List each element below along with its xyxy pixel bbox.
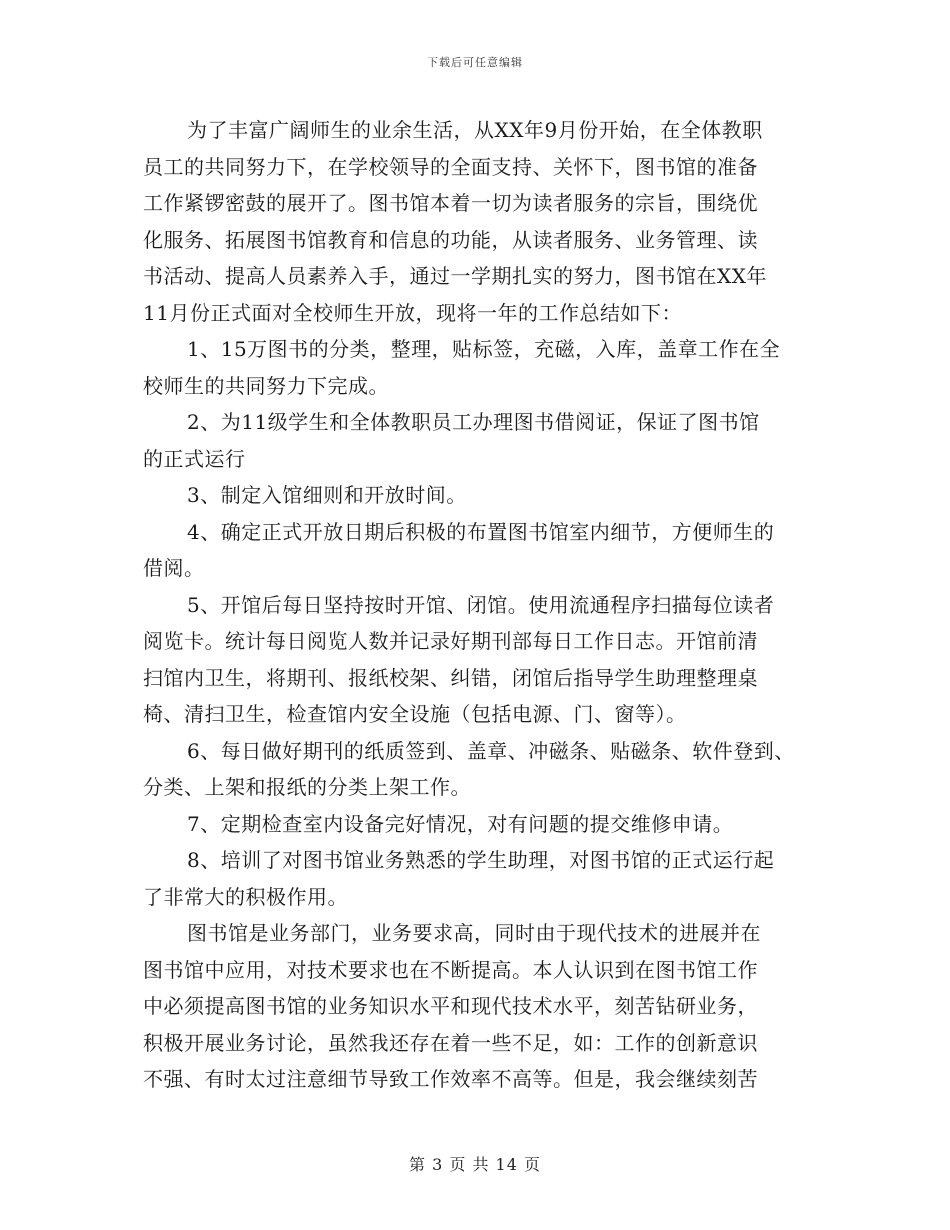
list-item-line: 的正式运行: [143, 446, 246, 471]
list-item-line: 扫馆内卫生，将期刊、报纸校架、纠错，闭馆后指导学生助理整理桌: [143, 665, 758, 690]
paragraph-line: 员工的共同努力下，在学校领导的全面支持、关怀下，图书馆的准备: [143, 154, 758, 179]
list-item-line: 了非常大的积极作用。: [143, 884, 348, 909]
list-item-line: 阅览卡。统计每日阅览人数并记录好期刊部每日工作日志。开馆前清: [143, 629, 758, 653]
list-item-line: 借阅。: [143, 556, 205, 580]
list-item-line: 校师生的共同努力下完成。: [143, 373, 389, 398]
paragraph-line: 书活动、提高人员素养入手，通过一学期扎实的努力，图书馆在XX年: [143, 264, 767, 288]
paragraph-line: 11月份正式面对全校师生开放，现将一年的工作总结如下：: [143, 300, 682, 325]
paragraph-line: 化服务、拓展图书馆教育和信息的功能，从读者服务、业务管理、读: [143, 227, 758, 252]
list-item-line: 2、为11级学生和全体教职员工办理图书借阅证，保证了图书馆: [187, 410, 760, 434]
paragraph-line: 图书馆中应用，对技术要求也在不断提高。本人认识到在图书馆工作: [143, 957, 758, 982]
list-item-line: 椅、清扫卫生，检查馆内安全设施（包括电源、门、窗等）。: [143, 702, 687, 726]
paragraph-line: 中必须提高图书馆的业务知识水平和现代技术水平，刻苦钻研业务，: [143, 994, 758, 1018]
page-header: 下载后可任意编辑: [427, 56, 523, 69]
list-item-line: 1、15万图书的分类，整理，贴标签，充磁，入库，盖章工作在全: [187, 337, 781, 361]
paragraph-line: 图书馆是业务部门，业务要求高，同时由于现代技术的进展并在: [187, 921, 761, 945]
list-item-line: 5、开馆后每日坚持按时开馆、闭馆。使用流通程序扫描每位读者: [187, 592, 775, 617]
list-item-line: 7、定期检查室内设备完好情况，对有问题的提交维修申请。: [187, 811, 734, 836]
list-item-line: 分类、上架和报纸的分类上架工作。: [143, 775, 471, 799]
list-item-line: 8、培训了对图书馆业务熟悉的学生助理，对图书馆的正式运行起: [187, 848, 775, 872]
page-number-footer: 第 3 页 共 14 页: [409, 1155, 541, 1174]
paragraph-line: 积极开展业务讨论，虽然我还存在着一些不足，如：工作的创新意识: [143, 1030, 758, 1055]
document-body: [143, 112, 823, 1098]
list-item-line: 4、确定正式开放日期后积极的布置图书馆室内细节，方便师生的: [187, 519, 775, 544]
paragraph-line: 为了丰富广阔师生的业余生活，从XX年9月份开始，在全体教职: [187, 118, 763, 142]
list-item-line: 3、制定入馆细则和开放时间。: [187, 483, 467, 507]
paragraph-line: 工作紧锣密鼓的展开了。图书馆本着一切为读者服务的宗旨，围绕优: [143, 191, 758, 215]
paragraph-line: 不强、有时太过注意细节导致工作效率不高等。但是，我会继续刻苦: [143, 1067, 758, 1091]
list-item-line: 6、每日做好期刊的纸质签到、盖章、冲磁条、贴磁条、软件登到、: [187, 738, 795, 763]
